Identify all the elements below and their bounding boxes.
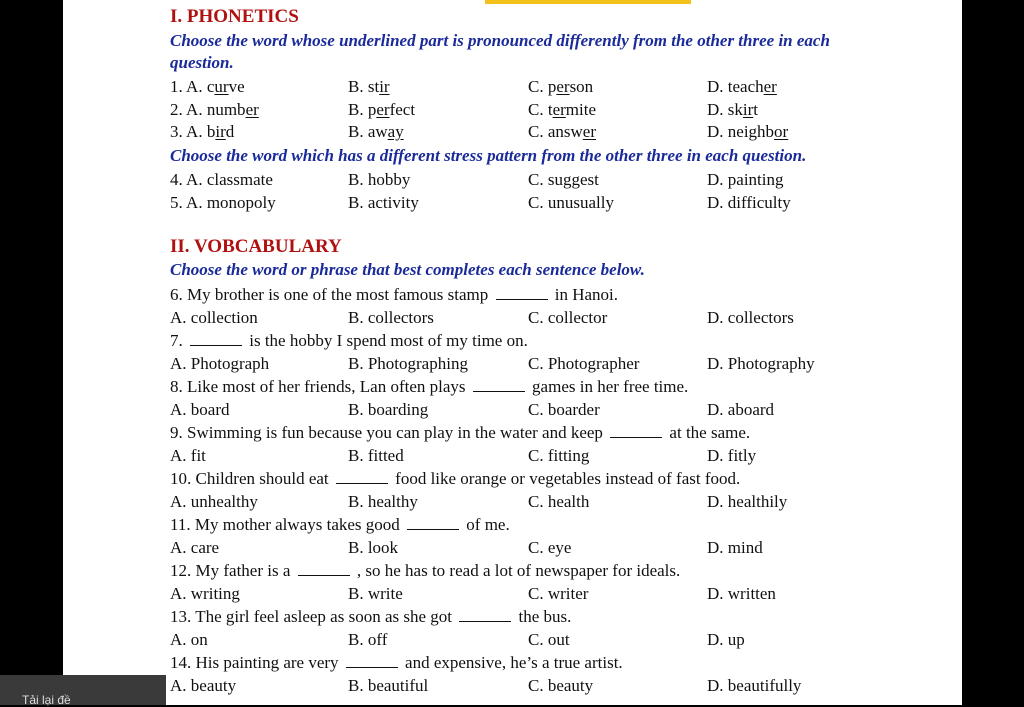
option-c[interactable]: C. out bbox=[528, 629, 570, 649]
answer-blank[interactable] bbox=[336, 469, 388, 484]
option-d[interactable]: D. difficulty bbox=[707, 192, 791, 212]
question-text: 14. His painting are very and expensive, he’s a true artist. bbox=[170, 653, 623, 672]
answer-blank[interactable] bbox=[496, 285, 548, 300]
answer-blank[interactable] bbox=[298, 561, 350, 576]
option-b[interactable]: B. fitted bbox=[348, 445, 404, 465]
option-b[interactable]: B. off bbox=[348, 629, 388, 649]
option-a[interactable]: 2. A. number bbox=[170, 99, 259, 119]
underlined-part: er bbox=[556, 77, 570, 96]
option-a[interactable]: A. Photograph bbox=[170, 353, 270, 373]
option-a[interactable]: A. unhealthy bbox=[170, 491, 258, 511]
option-c[interactable]: C. suggest bbox=[528, 170, 599, 189]
underlined-part: er bbox=[763, 77, 777, 96]
phonetics-heading: I. PHONETICS bbox=[170, 6, 299, 27]
underlined-part: or bbox=[774, 122, 789, 141]
question-text: 7. is the hobby I spend most of my time on. bbox=[170, 331, 528, 350]
option-a[interactable]: 1. A. curve bbox=[170, 77, 245, 96]
option-d[interactable]: D. skirt bbox=[707, 99, 759, 119]
option-b[interactable]: B. beautiful bbox=[348, 675, 429, 695]
option-a[interactable]: 4. A. classmate bbox=[170, 170, 273, 189]
option-d[interactable]: D. beautifully bbox=[707, 675, 802, 695]
option-c[interactable]: C. beauty bbox=[528, 675, 594, 695]
reload-bar[interactable] bbox=[0, 675, 166, 705]
stress-instruction: Choose the word which has a different stress pattern from the other three in each question. bbox=[170, 146, 807, 165]
answer-blank[interactable] bbox=[459, 607, 511, 622]
underlined-part: ir bbox=[742, 99, 754, 119]
option-a[interactable]: A. fit bbox=[170, 445, 206, 465]
option-d[interactable]: D. written bbox=[707, 583, 776, 603]
worksheet-page bbox=[63, 0, 962, 705]
option-b[interactable]: B. look bbox=[348, 537, 399, 557]
option-d[interactable]: D. healthily bbox=[707, 491, 788, 511]
option-b[interactable]: B. stir bbox=[348, 77, 390, 96]
option-b[interactable]: B. boarding bbox=[348, 399, 429, 419]
option-d[interactable]: D. Photography bbox=[707, 353, 815, 373]
underlined-part: er bbox=[245, 99, 259, 119]
option-d[interactable]: D. mind bbox=[707, 537, 763, 557]
option-a[interactable]: A. collection bbox=[170, 307, 258, 327]
underlined-part: er bbox=[376, 99, 390, 119]
option-c[interactable]: C. health bbox=[528, 491, 590, 511]
option-a[interactable]: A. writing bbox=[170, 583, 240, 603]
question-text: 11. My mother always takes good of me. bbox=[170, 515, 510, 534]
answer-blank[interactable] bbox=[473, 377, 525, 392]
question-text: 13. The girl feel asleep as soon as she got the bus. bbox=[170, 607, 572, 626]
option-d[interactable]: D. painting bbox=[707, 170, 784, 189]
option-b[interactable]: B. write bbox=[348, 583, 403, 603]
option-c[interactable]: C. answer bbox=[528, 122, 596, 141]
option-b[interactable]: B. collectors bbox=[348, 307, 434, 327]
option-a[interactable]: A. board bbox=[170, 399, 230, 419]
option-d[interactable]: D. aboard bbox=[707, 399, 775, 419]
option-d[interactable]: D. teacher bbox=[707, 77, 777, 96]
vocabulary-instruction: Choose the word or phrase that best completes each sentence below. bbox=[170, 260, 645, 279]
option-c[interactable]: C. eye bbox=[528, 537, 572, 557]
underlined-part: ay bbox=[387, 122, 404, 141]
answer-blank[interactable] bbox=[346, 653, 398, 668]
answer-blank[interactable] bbox=[407, 515, 459, 530]
question-text: 9. Swimming is fun because you can play in the water and keep at the same. bbox=[170, 423, 751, 442]
highlight-strip bbox=[485, 0, 691, 4]
answer-blank[interactable] bbox=[190, 331, 242, 346]
option-c[interactable]: C. fitting bbox=[528, 445, 590, 465]
option-d[interactable]: D. fitly bbox=[707, 445, 757, 465]
option-c[interactable]: C. unusually bbox=[528, 192, 614, 212]
option-b[interactable]: B. away bbox=[348, 122, 404, 141]
option-b[interactable]: B. Photographing bbox=[348, 353, 468, 373]
option-b[interactable]: B. hobby bbox=[348, 170, 411, 189]
option-c[interactable]: C. boarder bbox=[528, 399, 600, 419]
option-a[interactable]: 5. A. monopoly bbox=[170, 192, 276, 212]
option-d[interactable]: D. neighbor bbox=[707, 122, 789, 141]
question-text: 10. Children should eat food like orange or vegetables instead of fast food. bbox=[170, 469, 741, 488]
underlined-part: ur bbox=[214, 77, 229, 96]
question-text: 12. My father is a , so he has to read a lot of newspaper for ideals. bbox=[170, 561, 681, 580]
option-d[interactable]: D. collectors bbox=[707, 307, 794, 327]
option-c[interactable]: C. collector bbox=[528, 307, 608, 327]
option-a[interactable]: A. beauty bbox=[170, 675, 237, 695]
option-b[interactable]: B. perfect bbox=[348, 99, 416, 119]
underlined-part: ir bbox=[379, 77, 390, 96]
phonetics-instruction-cont: question. bbox=[170, 53, 234, 72]
option-c[interactable]: C. termite bbox=[528, 99, 596, 119]
answer-blank[interactable] bbox=[610, 423, 662, 438]
option-a[interactable]: A. care bbox=[170, 537, 220, 557]
question-text: 6. My brother is one of the most famous stamp in Hanoi. bbox=[170, 285, 619, 304]
question-text: 8. Like most of her friends, Lan often plays games in her free time. bbox=[170, 377, 689, 396]
option-b[interactable]: B. activity bbox=[348, 192, 419, 212]
option-a[interactable]: 3. A. bird bbox=[170, 122, 235, 141]
option-d[interactable]: D. up bbox=[707, 629, 745, 649]
option-b[interactable]: B. healthy bbox=[348, 491, 418, 511]
reload-label[interactable]: Tải lại đề bbox=[22, 693, 71, 707]
option-c[interactable]: C. writer bbox=[528, 583, 589, 603]
vocabulary-heading: II. VOBCABULARY bbox=[170, 236, 342, 257]
underlined-part: ir bbox=[215, 122, 226, 141]
underlined-part: er bbox=[582, 122, 596, 141]
option-a[interactable]: A. on bbox=[170, 629, 208, 649]
option-c[interactable]: C. person bbox=[528, 77, 594, 96]
phonetics-instruction: Choose the word whose underlined part is pronounced differently from the other three in each bbox=[170, 31, 830, 50]
underlined-part: er bbox=[552, 99, 566, 119]
option-c[interactable]: C. Photographer bbox=[528, 353, 640, 373]
